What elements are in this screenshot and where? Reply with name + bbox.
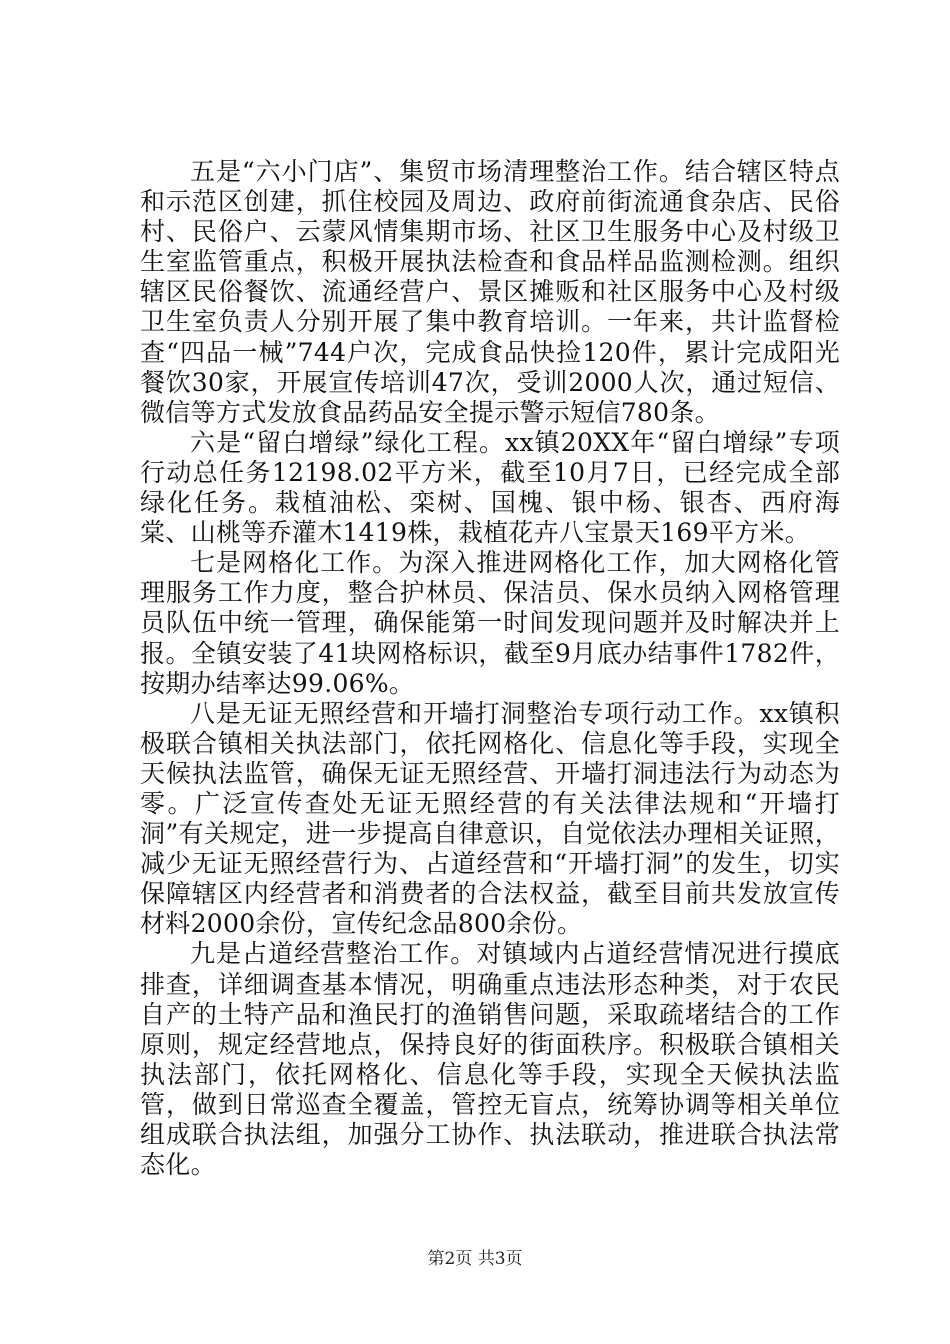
page-number-footer: 第2页 共3页 [427, 1249, 523, 1269]
paragraph-seven: 七是网格化工作。为深入推进网格化工作，加大网格化管理服务工作力度，整合护林员、保洁员、保水员纳入网格管理员队伍中统一管理，确保能第一时间发现问题并及时解决并上报。全镇安装了41块网格标识，截至9月底办结事件1782件，按期办结率达99.06%。 [140, 548, 840, 698]
paragraph-six: 六是“留白增绿”绿化工程。xx镇20XX年“留白增绿”专项行动总任务12198.02平方米，截至10月7日，已经完成全部绿化任务。栽植油松、栾树、国槐、银中杨、银杏、西府海棠、山桃等乔灌木1419株，栽植花卉八宝景天169平方米。 [140, 427, 840, 548]
paragraph-nine: 九是占道经营整治工作。对镇域内占道经营情况进行摸底排查，详细调查基本情况，明确重点违法形态种类，对于农民自产的土特产品和渔民打的渔销售问题，采取疏堵结合的工作原则，规定经营地点，保持良好的街面秩序。积极联合镇相关执法部门，依托网格化、信息化等手段，实现全天候执法监管，做到日常巡查全覆盖，管控无盲点，统筹协调等相关单位组成联合执法组，加强分工协作、执法联动，推进联合执法常态化。 [140, 939, 840, 1180]
paragraph-five: 五是“六小门店”、集贸市场清理整治工作。结合辖区特点和示范区创建，抓住校园及周边、政府前街流通食杂店、民俗村、民俗户、云蒙风情集期市场、社区卫生服务中心及村级卫生室监管重点，积极开展执法检查和食品样品监测检测。组织辖区民俗餐饮、流通经营户、景区摊贩和社区服务中心及村级卫生室负责人分别开展了集中教育培训。一年来，共计监督检查“四品一械”744户次，完成食品快捡120件，累计完成阳光餐饮30家，开展宣传培训47次，受训2000人次，通过短信、微信等方式发放食品药品安全提示警示短信780条。 [140, 157, 840, 427]
paragraph-eight: 八是无证无照经营和开墙打洞整治专项行动工作。xx镇积极联合镇相关执法部门，依托网格化、信息化等手段，实现全天候执法监管，确保无证无照经营、开墙打洞违法行为动态为零。广泛宣传查处无证无照经营的有关法律法规和“开墙打洞”有关规定，进一步提高自律意识，自觉依法办理相关证照，减少无证无照经营行为、占道经营和“开墙打洞”的发生，切实保障辖区内经营者和消费者的合法权益，截至目前共发放宣传材料2000余份，宣传纪念品800余份。 [140, 698, 840, 939]
document-body [140, 157, 840, 1180]
